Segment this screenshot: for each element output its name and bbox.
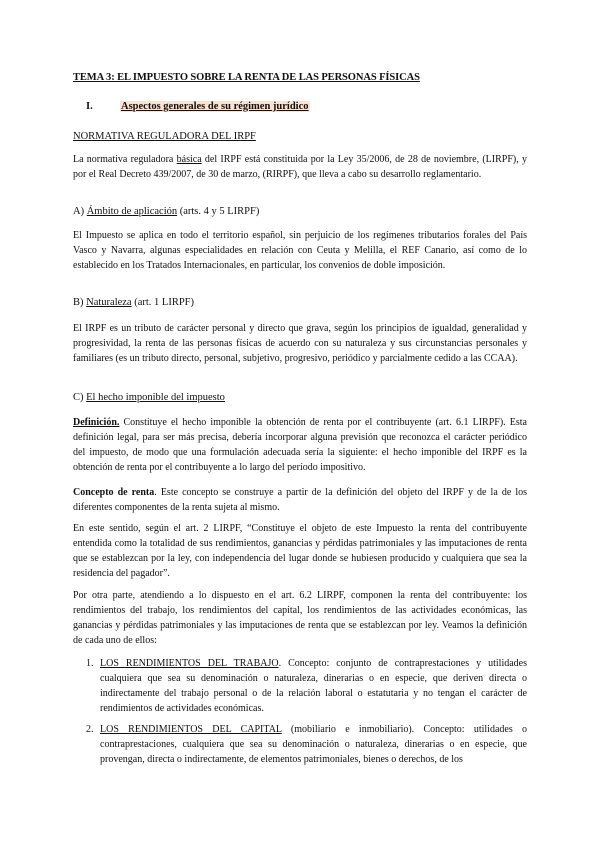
page-title: TEMA 3: EL IMPUESTO SOBRE LA RENTA DE LAS PERSONAS FÍSICAS <box>73 72 420 83</box>
section-title: Aspectos generales de su régimen jurídico <box>121 101 309 112</box>
ambito-prefix: A) <box>73 206 87 217</box>
hecho-heading <box>73 392 225 403</box>
list-item-number: 2. <box>86 724 94 735</box>
list-item-label: LOS RENDIMIENTOS DEL CAPITAL <box>100 724 282 735</box>
ambito-label: Ámbito de aplicación <box>86 206 178 217</box>
list-item <box>86 656 527 716</box>
list-item-text: . Concepto: conjunto de contraprestaciones y utilidades cualquiera que sea su denominación o naturaleza, dinerarias o en especie, que deriven directa o indirectamente del trabajo personal o de la relación laboral o estatutaria y no tengan el carácter de rendimientos de actividades económicas. <box>100 658 527 714</box>
sentido-paragraph: En este sentido, según el art. 2 LIRPF, “Constituye el objeto de este Impuesto la renta del contribuyente entendida como la totalidad de sus rendimientos, ganancias y pérdidas patrimoniales y las imputaciones de renta que se establezcan por la ley, con independencia del lugar donde se hubiesen producido y cualquiera que sea la residencia del pagador”. <box>73 523 527 579</box>
list-item-number: 1. <box>86 658 94 669</box>
ambito-suffix: (arts. 4 y 5 LIRPF) <box>177 206 260 217</box>
otra-parte-paragraph: Por otra parte, atendiendo a lo dispuesto en el art. 6.2 LIRPF, componen la renta del contribuyente: los rendimientos del trabajo, los rendimientos del capital, los rendimientos de las actividades económicas, las ganancias y pérdidas patrimoniales y las imputaciones de renta que se establezcan por ley. Veamos la definición de cada uno de ellos: <box>73 590 527 646</box>
naturaleza-heading <box>73 297 194 308</box>
ambito-paragraph: El Impuesto se aplica en todo el territorio español, sin perjuicio de los regímenes tributarios forales del País Vasco y Navarra, algunas especialidades en relación con Ceuta y Melilla, el REF Canario, así como de lo establecido en los Tratados Internacionales, en particular, los convenios de doble imposición. <box>73 230 527 271</box>
concepto-label: Concepto de renta <box>73 487 155 498</box>
hecho-prefix: C) <box>73 392 87 403</box>
normativa-text-start: La normativa reguladora <box>73 154 177 165</box>
normativa-basica: básica <box>176 154 202 165</box>
list-item <box>86 722 527 767</box>
section-number: I. <box>86 101 93 112</box>
normativa-heading: NORMATIVA REGULADORA DEL IRPF <box>73 131 256 142</box>
naturaleza-suffix: (art. 1 LIRPF) <box>131 297 195 308</box>
concepto-paragraph <box>73 485 527 515</box>
definicion-paragraph <box>73 415 527 475</box>
definicion-label: Definición. <box>73 417 120 428</box>
concepto-text: . Este concepto se construye a partir de la definición del objeto del IRPF y de la de los diferentes componentes de la renta sujeta al mismo. <box>73 487 528 513</box>
section-heading <box>86 101 310 112</box>
definicion-text: Constituye el hecho imponible la obtención de renta por el contribuyente (art. 6.1 LIRPF). Esta definición legal, para ser más precisa, debería incorporar alguna previsión que reconozca el carácter periódico del impuesto, de modo que una formulación adecuada sería la siguiente: el hecho imponible del IRPF es la obtención de renta por el contribuyente a lo largo del período impositivo. <box>73 417 527 473</box>
list-item-text: (mobiliario e inmobiliario). Concepto: utilidades o contraprestaciones, cualquiera que sea su denominación o naturaleza, dinerarias o en especie, que provengan, directa o indirectamente, de elementos patrimoniales, bienes o derechos, de los <box>100 724 527 765</box>
hecho-label: El hecho imponible del impuesto <box>86 392 225 403</box>
naturaleza-label: Naturaleza <box>86 297 132 308</box>
list-item-label: LOS RENDIMIENTOS DEL TRABAJO <box>100 658 279 669</box>
normativa-text-rest: del IRPF está constituida por la Ley 35/2006, de 28 de noviembre, (LIRPF), y por el Real Decreto 439/2007, de 30 de marzo, (RIRPF), que lleva a cabo su desarrollo reglamentario. <box>73 154 527 180</box>
ambito-heading <box>73 206 259 217</box>
list-item-body <box>100 656 527 716</box>
naturaleza-paragraph: El IRPF es un tributo de carácter personal y directo que grava, según los principios de igualdad, generalidad y progresividad, la renta de las personas físicas de acuerdo con su naturaleza y sus circunstancias personales y familiares (es un tributo directo, personal, subjetivo, progresivo, periódico y parcialmente cedido a las CCAA). <box>73 323 527 364</box>
list-item-body <box>100 722 527 767</box>
normativa-paragraph <box>73 152 527 182</box>
naturaleza-prefix: B) <box>73 297 87 308</box>
